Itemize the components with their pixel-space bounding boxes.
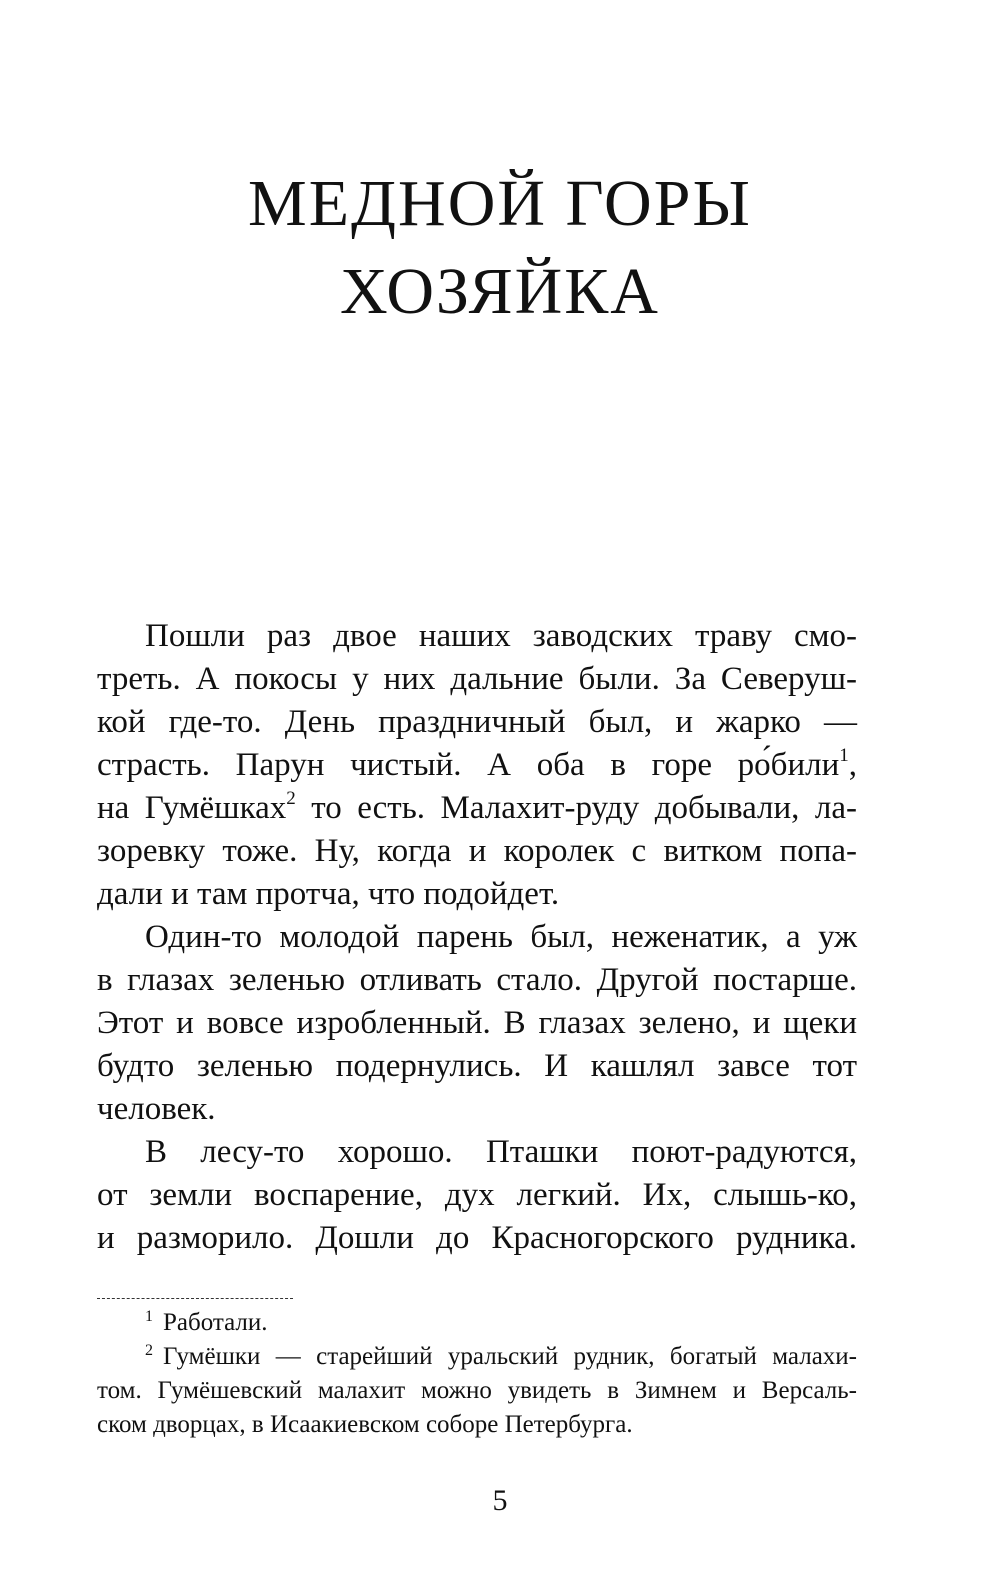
paragraph-1-line-3: кой где-то. День праздничный был, и жарко — <box>97 704 857 740</box>
paragraph-2-line-3: Этот и вовсе изробленный. В глазах зелено, и щеки <box>97 1005 857 1041</box>
paragraph-1-line-2: треть. А покосы у них дальние были. За Северуш- <box>97 661 857 697</box>
footnote-2-line-1 <box>97 1340 857 1374</box>
paragraph-1-line-6: зоревку тоже. Ну, когда и королек с витком попа- <box>97 833 857 869</box>
paragraph-3-line-2: от земли воспарение, дух легкий. Их, слышь-ко, <box>97 1177 857 1213</box>
footnote-2-number: 2 <box>145 1342 153 1359</box>
paragraph-1-line-5-end: то есть. Малахит-руду добывали, ла- <box>295 790 857 826</box>
paragraph-2-line-4: будто зеленью подернулись. И кашлял завсе тот <box>97 1048 857 1084</box>
paragraph-1-line-4-end: , <box>848 747 857 783</box>
paragraph-1-line-7: дали и там протча, что подойдет. <box>97 876 560 912</box>
footnote-1-text: Работали. <box>163 1309 268 1336</box>
paragraph-1-line-4 <box>97 744 857 787</box>
footnote-1 <box>97 1306 857 1340</box>
footnote-2-line-3: ском дворцах, в Исаакиевском соборе Петербурга. <box>97 1411 633 1438</box>
paragraph-2-line-1: Один-то молодой парень был, неженатик, а уж <box>145 919 857 955</box>
paragraph-3-line-3: и разморило. Дошли до Красногорского рудника. <box>97 1220 857 1256</box>
paragraph-3-line-1: В лесу-то хорошо. Пташки поют-радуются, <box>145 1134 857 1170</box>
footnote-separator <box>97 1298 293 1299</box>
chapter-title <box>0 160 1000 336</box>
footnote-2-line-2: том. Гумёшевский малахит можно увидеть в Зимнем и Версаль- <box>97 1377 857 1404</box>
paragraph-2-line-5: человек. <box>97 1091 216 1127</box>
footnote-2-line-1-text: Гумёшки — старейший уральский рудник, богатый малахи- <box>163 1343 857 1370</box>
footnote-ref-1[interactable]: 1 <box>839 745 849 766</box>
paragraph-1-line-5-start: на Гумёшках <box>97 790 287 826</box>
paragraph-1-line-1: Пошли раз двое наших заводских траву смо- <box>145 618 857 654</box>
chapter-title-line-1: МЕДНОЙ ГОРЫ <box>248 167 752 240</box>
paragraph-1-line-5 <box>97 787 857 830</box>
paragraph-2-line-2: в глазах зеленью отливать стало. Другой постарше. <box>97 962 857 998</box>
paragraph-1-line-4-text: страсть. Парун чистый. А оба в горе ро́били <box>97 747 840 783</box>
footnote-1-number: 1 <box>145 1308 153 1325</box>
chapter-title-line-2: ХОЗЯЙКА <box>340 255 660 328</box>
page-number: 5 <box>492 1484 508 1517</box>
footnotes <box>97 1306 857 1442</box>
body-text <box>97 615 857 1260</box>
footnote-ref-2[interactable]: 2 <box>286 788 296 809</box>
